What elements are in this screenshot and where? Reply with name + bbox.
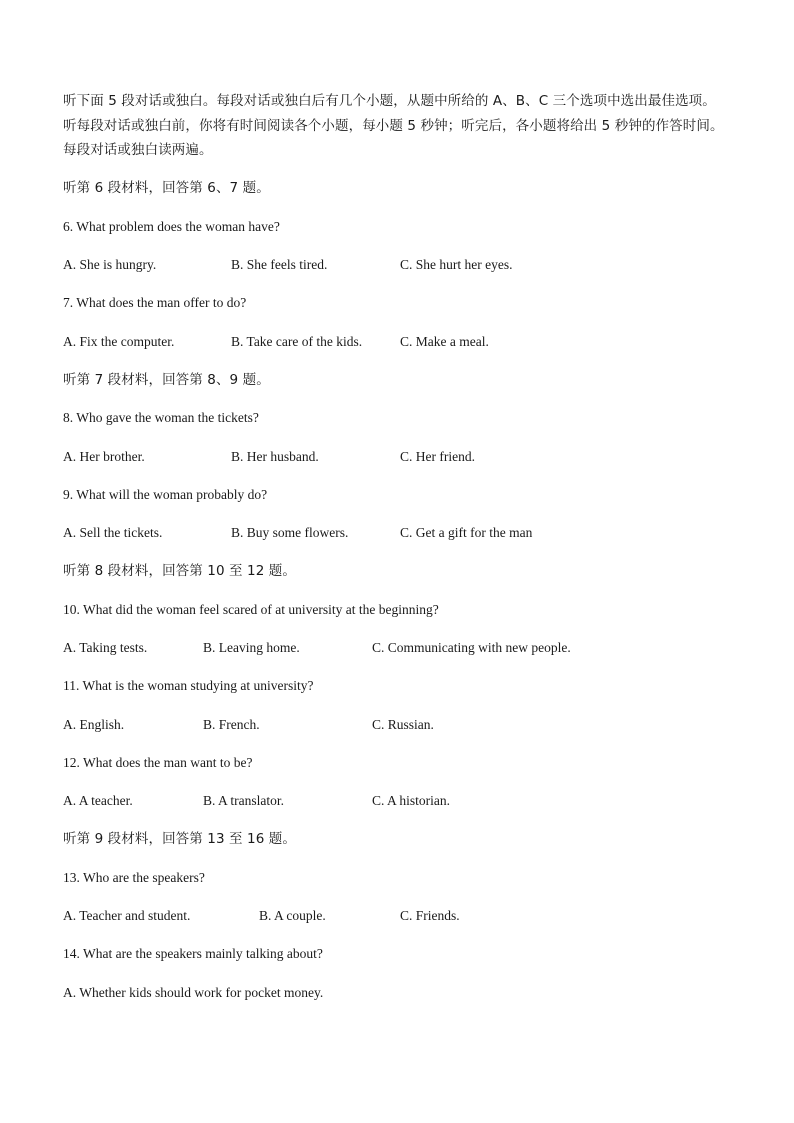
instruction-line-2: 听每段对话或独白前，你将有时间阅读各个小题，每小题 5 秒钟；听完后，各小题将给出 5 秒钟的作答时间。 (63, 118, 724, 134)
question-text: 6. What problem does the woman have? (63, 219, 280, 234)
option-a[interactable]: A. Whether kids should work for pocket money. (63, 985, 324, 1000)
question-text: 10. What did the woman feel scared of at university at the beginning? (63, 602, 439, 617)
option-a[interactable]: A. Sell the tickets. (63, 525, 163, 540)
option-b[interactable]: B. Her husband. (231, 449, 319, 464)
option-a[interactable]: A. A teacher. (63, 793, 133, 808)
section-heading: 听第 6 段材料，回答第 6、7 题。 (63, 180, 270, 196)
option-c[interactable]: C. A historian. (372, 793, 451, 808)
option-c[interactable]: C. Make a meal. (400, 334, 489, 349)
section-heading: 听第 9 段材料，回答第 13 至 16 题。 (63, 831, 296, 847)
option-c[interactable]: C. She hurt her eyes. (400, 257, 513, 272)
question-text: 11. What is the woman studying at university? (63, 678, 314, 693)
option-c[interactable]: C. Russian. (372, 717, 434, 732)
option-b[interactable]: B. A translator. (203, 793, 284, 808)
option-c[interactable]: C. Get a gift for the man (400, 525, 533, 540)
question-text: 8. Who gave the woman the tickets? (63, 410, 259, 425)
section-heading: 听第 7 段材料，回答第 8、9 题。 (63, 372, 270, 388)
instruction-line-3: 每段对话或独白读两遍。 (63, 142, 213, 158)
option-b[interactable]: B. A couple. (259, 908, 326, 923)
option-c[interactable]: C. Friends. (400, 908, 460, 923)
question-text: 13. Who are the speakers? (63, 870, 205, 885)
option-c[interactable]: C. Communicating with new people. (372, 640, 571, 655)
option-b[interactable]: B. She feels tired. (231, 257, 328, 272)
option-a[interactable]: A. Fix the computer. (63, 334, 175, 349)
section-heading: 听第 8 段材料，回答第 10 至 12 题。 (63, 563, 296, 579)
option-a[interactable]: A. She is hungry. (63, 257, 157, 272)
question-text: 9. What will the woman probably do? (63, 487, 268, 502)
option-b[interactable]: B. Leaving home. (203, 640, 300, 655)
instruction-line-1: 听下面 5 段对话或独白。每段对话或独白后有几个小题，从题中所给的 A、B、C 三个选项中选出最佳选项。 (63, 93, 716, 109)
option-b[interactable]: B. Take care of the kids. (231, 334, 363, 349)
option-a[interactable]: A. Teacher and student. (63, 908, 191, 923)
question-text: 14. What are the speakers mainly talking about? (63, 946, 323, 961)
option-b[interactable]: B. Buy some flowers. (231, 525, 349, 540)
option-c[interactable]: C. Her friend. (400, 449, 475, 464)
option-a[interactable]: A. Taking tests. (63, 640, 148, 655)
option-a[interactable]: A. Her brother. (63, 449, 145, 464)
option-a[interactable]: A. English. (63, 717, 125, 732)
question-text: 7. What does the man offer to do? (63, 295, 247, 310)
question-text: 12. What does the man want to be? (63, 755, 253, 770)
option-b[interactable]: B. French. (203, 717, 260, 732)
